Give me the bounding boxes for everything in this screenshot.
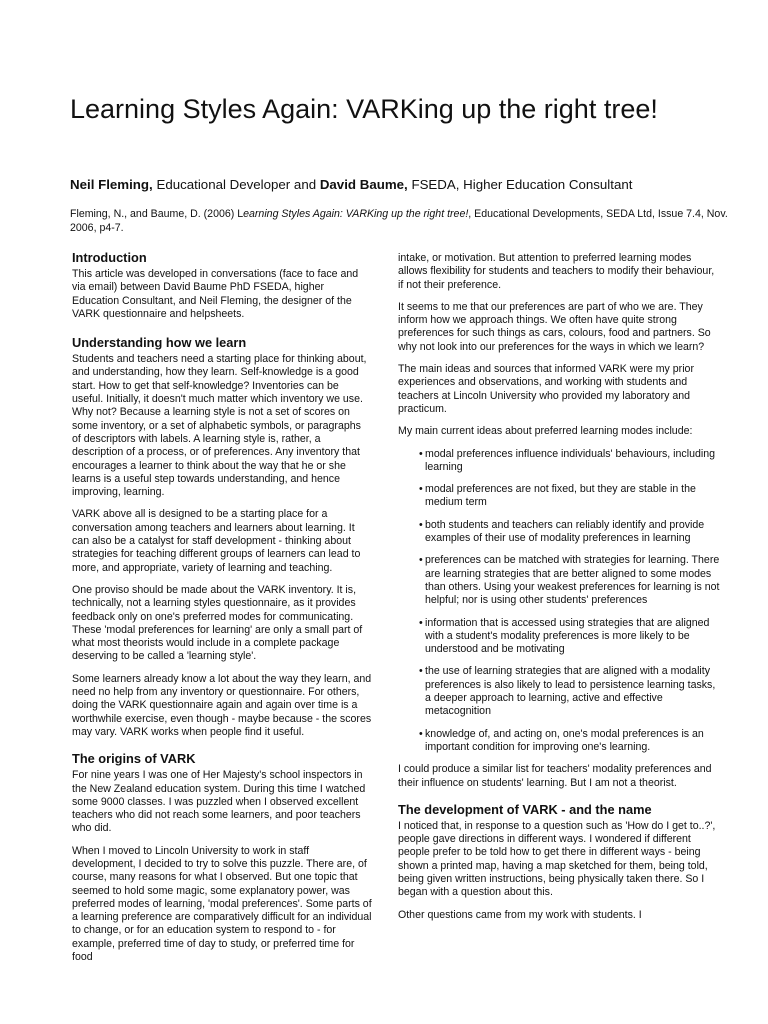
citation-prefix: Fleming, N., and Baume, D. (2006) L [70, 208, 244, 220]
list-item: • modal preferences influence individuals' behaviours, including learning [419, 447, 715, 473]
paragraph: My main current ideas about preferred learning modes include: [398, 425, 693, 438]
paragraph: I could produce a similar list for teachers' modality preferences and their influence on students' learning. But I am not a theorist. [398, 763, 712, 789]
bullet-glyph: • [419, 483, 423, 496]
paragraph: This article was developed in conversations (face to face and via email) between David Baume PhD FSEDA, higher Education Consultant, and Neil Fleming, the designer of the VARK questionnaire and helpsheets. [72, 268, 359, 320]
section-heading-introduction: Introduction [72, 250, 147, 265]
section-heading-origins: The origins of VARK [72, 751, 196, 767]
bullet-glyph: • [419, 665, 423, 678]
paragraph: The main ideas and sources that informed VARK were my prior experiences and observations, and working with students and teachers at Lincoln University who provided my laboratory and practicum. [398, 363, 694, 415]
paragraph: It seems to me that our preferences are part of who we are. They inform how we approach things. We often have quite strong preferences for such things as cars, colours, food and partners. So why not look into our preferences for the ways in which we learn? [398, 300, 711, 353]
left-column [72, 250, 372, 973]
paragraph: Some learners already know a lot about the way they learn, and need no help from any inventory or questionnaire. For others, doing the VARK questionnaire again and again over time is a worthwhile exercise, even though - maybe because - the scores may vary. VARK works when people find it useful. [72, 672, 372, 738]
list-item: • both students and teachers can reliably identify and provide examples of their use of modality preferences in learning [419, 518, 705, 545]
author-2-role: FSEDA, Higher Education Consultant [407, 177, 633, 192]
paragraph: intake, or motivation. But attention to preferred learning modes allows flexibility for students and teachers to modify their behaviour, if not their preference. [398, 252, 715, 291]
paragraph: I noticed that, in response to a question such as 'How do I get to..?', people gave directions in different ways. I wondered if different people prefer to be told how to get there in different ways - being shown a printed map, having a map sketched for them, being told, being given written instructions, being physically taken there. So I began with a question about this. [398, 819, 716, 899]
bullet-glyph: • [419, 727, 423, 740]
bullet-glyph: • [419, 447, 423, 460]
list-item: • preferences can be matched with strategies for learning. There are learning strategies that are better aligned to some modes than others. Using your weakest preferences for learning is not helpful; nor is using other students' preferences [419, 554, 720, 607]
paragraph: Students and teachers need a starting place for thinking about, and understanding, how they learn. Self-knowledge is a good start. How to get that self-knowledge? Inventories can be useful. Initially, it doesn't much matter which inventory we use. Why not? Because a learning style is not a set of scores on some inventory, or a set of alphabetic symbols, or paragraphs of descriptors with labels. A learning style is, rather, a description of a process, or of preferences. Any inventory that encourages a learner to think about the way that he or she learns is a useful step towards understanding, and hence improving, learning. [72, 353, 367, 499]
author-1-name: Neil Fleming, [70, 177, 153, 192]
bullet-glyph: • [419, 554, 423, 567]
citation-title: earning Styles Again: VARKing up the right tree! [243, 208, 469, 220]
author-1-role: Educational Developer and [152, 177, 320, 192]
author-2-name: David Baume, [319, 177, 408, 192]
citation [70, 208, 730, 235]
list-item: • modal preferences are not fixed, but they are stable in the medium term [419, 483, 696, 509]
section-heading-development: The development of VARK - and the name [398, 801, 652, 817]
list-item: • knowledge of, and acting on, one's modal preferences is an important condition for improving one's learning. [419, 727, 704, 753]
paragraph: VARK above all is designed to be a starting place for a conversation among teachers and learners about learning. It can also be a catalyst for staff development - thinking about strategies for teaching different groups of learners can lead to more, and appropriate, variety of learning and teaching. [72, 508, 361, 574]
citation-suffix: , Educational Developments, SEDA Ltd, Issue 7.4, Nov. 2006, p4-7. [70, 208, 728, 234]
paragraph: One proviso should be made about the VARK inventory. It is, technically, not a learning styles questionnaire, as it provides feedback only on one's preferred modes for communicating. These 'modal preferences for learning' are only a small part of what most theorists would include in a complete package deserving to be called a 'learning style'. [72, 583, 363, 663]
bullet-glyph: • [419, 616, 423, 629]
list-item: • the use of learning strategies that are aligned with a modality preferences is also likely to lead to persistence learning tasks, a deeper approach to learning, active and effective metacognition [419, 665, 716, 718]
article-title: Learning Styles Again: VARKing up the right tree! [70, 94, 658, 124]
section-heading-understanding: Understanding how we learn [72, 335, 247, 351]
bullet-glyph: • [419, 518, 423, 531]
right-column [398, 252, 720, 931]
paragraph: When I moved to Lincoln University to work in staff development, I decided to try to solve this puzzle. There are, of course, many reasons for what I observed. But one topic that seemed to hold some magic, some explanatory power, was preferred modes of learning, 'modal preferences'. Some parts of a learning preference are comparatively difficult for an individual to change, or for an education system to respond to - for example, preferred time of day to study, or preferred time for food [72, 844, 372, 964]
author-line [70, 176, 760, 194]
paragraph: For nine years I was one of Her Majesty's school inspectors in the New Zealand education system. During this time I watched some 9000 classes. I was puzzled when I observed excellent teachers who did not reach some learners, and poor teachers who did. [72, 769, 366, 835]
bullet-list [398, 448, 720, 755]
paragraph: Other questions came from my work with students. I [398, 908, 642, 921]
list-item: • information that is accessed using strategies that are aligned with a student's modality preferences is more likely to be understood and be motivating [419, 616, 710, 656]
